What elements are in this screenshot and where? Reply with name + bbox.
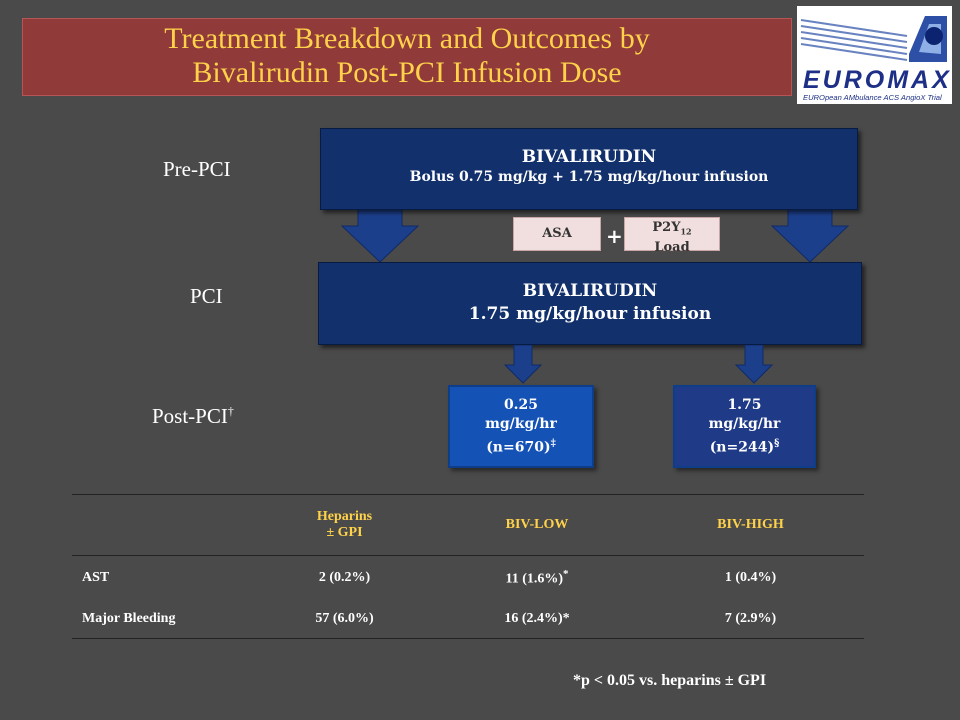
logo-text: EUROMAX — [803, 66, 952, 94]
high-dose-mark: § — [774, 438, 780, 449]
p2y12-label: P2Y — [652, 220, 681, 235]
bleeding-biv-high: 7 (2.9%) — [637, 600, 864, 639]
asa-pill: ASA — [513, 217, 601, 251]
stage-label-post-pci — [152, 404, 234, 429]
low-dose-n: (n=670) — [486, 439, 551, 456]
page-title — [22, 22, 792, 90]
low-dose-mark: ‡ — [550, 438, 556, 449]
table-header-biv-high: BIV-HIGH — [637, 495, 864, 556]
row-label-ast: AST — [82, 570, 110, 585]
low-dose-box — [448, 385, 594, 468]
p2y12-subscript: 12 — [680, 226, 692, 237]
stage-label-pre-pci: Pre-PCI — [163, 157, 231, 181]
pre-pci-box-title: BIVALIRUDIN — [521, 147, 657, 167]
pre-pci-box-subtitle: Bolus 0.75 mg/kg + 1.75 mg/kg/hour infusion — [409, 169, 769, 185]
table-header-heparins — [252, 495, 437, 556]
footnote: *p < 0.05 vs. heparins ± GPI — [573, 672, 767, 689]
table-header-row — [72, 495, 864, 556]
pci-box-subtitle: 1.75 mg/kg/hour infusion — [468, 304, 712, 324]
high-dose-unit: mg/kg/hr — [708, 416, 781, 432]
low-dose-value: 0.25 — [503, 397, 539, 413]
row-label-major-bleeding: Major Bleeding — [72, 600, 252, 639]
pci-bivalirudin-box — [318, 262, 862, 345]
ast-biv-low — [437, 556, 637, 601]
title-line-1: Treatment Breakdown and Outcomes by — [164, 22, 650, 55]
arrow-down-low-dose — [503, 345, 543, 385]
ast-biv-low-mark: * — [563, 568, 569, 581]
stage-label-pci: PCI — [190, 284, 223, 308]
plus-sign: + — [606, 224, 623, 248]
ast-biv-high: 1 (0.4%) — [724, 570, 777, 585]
table-header-biv-low: BIV-LOW — [437, 495, 637, 556]
logo-tagline: EUROpean AMbulance ACS AngioX Trial — [803, 93, 942, 102]
ast-heparins: 2 (0.2%) — [318, 570, 371, 585]
title-line-2: Bivalirudin Post-PCI Infusion Dose — [192, 56, 622, 89]
outcomes-table — [72, 494, 864, 639]
bleeding-biv-low: 16 (2.4%)* — [437, 600, 637, 639]
stage-label-post-pci-text: Post-PCI — [152, 404, 228, 428]
table-row — [72, 556, 864, 601]
table-row — [72, 600, 864, 639]
high-dose-value: 1.75 — [727, 397, 762, 413]
ast-biv-low-value: 11 (1.6%) — [505, 571, 564, 587]
bleeding-heparins: 57 (6.0%) — [252, 600, 437, 639]
pre-pci-bivalirudin-box — [320, 128, 858, 210]
high-dose-box — [673, 385, 816, 468]
post-pci-dagger: † — [227, 404, 234, 418]
heparins-header-line2: ± GPI — [326, 525, 363, 540]
p2y12-load-pill — [624, 217, 720, 255]
table-header-empty — [72, 495, 252, 556]
pci-box-title: BIVALIRUDIN — [522, 281, 658, 301]
low-dose-unit: mg/kg/hr — [485, 416, 557, 432]
load-label: Load — [654, 239, 690, 255]
logo-graphic — [797, 6, 952, 104]
arrow-down-high-dose — [734, 345, 774, 385]
heparins-header-line1: Heparins — [316, 509, 373, 524]
high-dose-n: (n=244) — [709, 439, 775, 456]
euromax-logo — [797, 6, 952, 104]
